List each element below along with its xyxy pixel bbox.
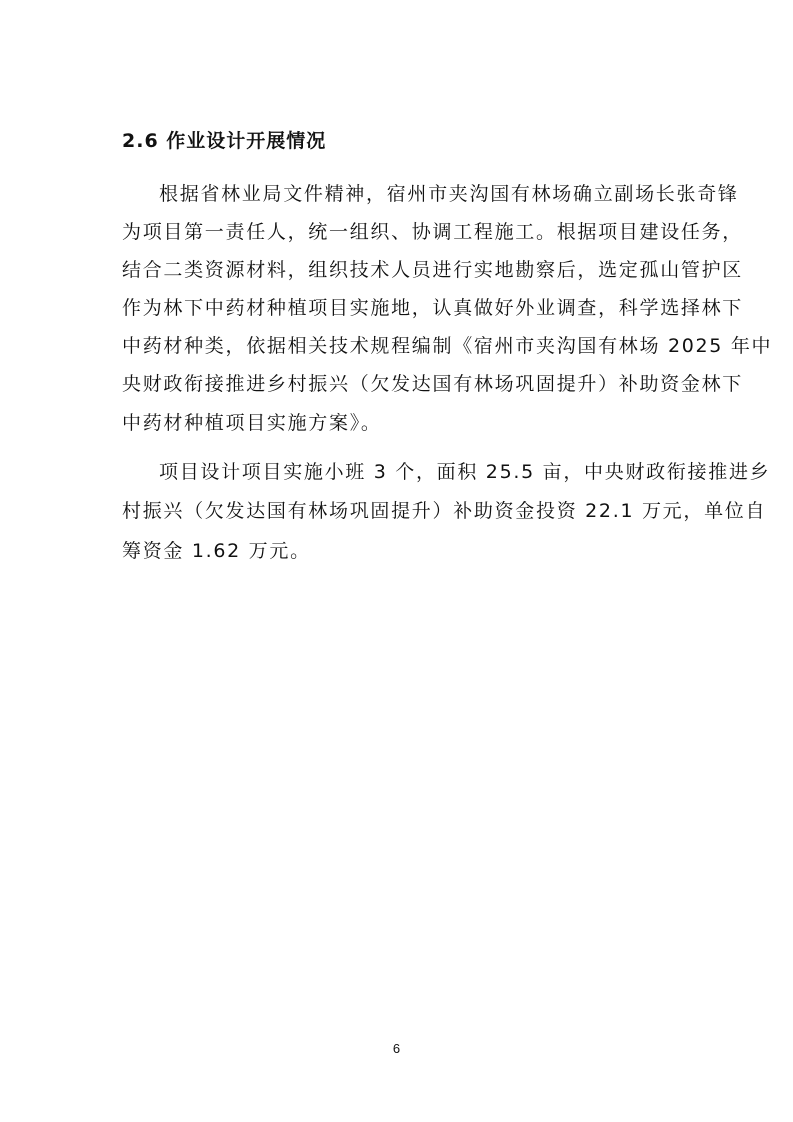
paragraph-line: 央财政衔接推进乡村振兴（欠发达国有林场巩固提升）补助资金林下 bbox=[122, 373, 744, 395]
paragraph-line: 作为林下中药材种植项目实施地，认真做好外业调查，科学选择林下 bbox=[122, 297, 744, 319]
section-heading: 2.6 作业设计开展情况 bbox=[122, 130, 327, 152]
paragraph-line: 项目设计项目实施小班 3 个，面积 25.5 亩，中央财政衔接推进乡 bbox=[159, 461, 771, 483]
paragraph-line: 结合二类资源材料，组织技术人员进行实地勘察后，选定孤山管护区 bbox=[122, 259, 744, 281]
paragraph-line: 中药材种植项目实施方案》。 bbox=[122, 412, 382, 434]
paragraph-line: 村振兴（欠发达国有林场巩固提升）补助资金投资 22.1 万元，单位自 bbox=[122, 500, 767, 522]
page-number: 6 bbox=[392, 1041, 401, 1056]
paragraph-line: 为项目第一责任人，统一组织、协调工程施工。根据项目建设任务， bbox=[122, 221, 744, 243]
paragraph-line: 中药材种类，依据相关技术规程编制《宿州市夹沟国有林场 2025 年中 bbox=[122, 335, 773, 357]
paragraph-line: 根据省林业局文件精神，宿州市夹沟国有林场确立副场长张奇锋 bbox=[159, 183, 739, 205]
paragraph-line: 筹资金 1.62 万元。 bbox=[122, 540, 311, 562]
